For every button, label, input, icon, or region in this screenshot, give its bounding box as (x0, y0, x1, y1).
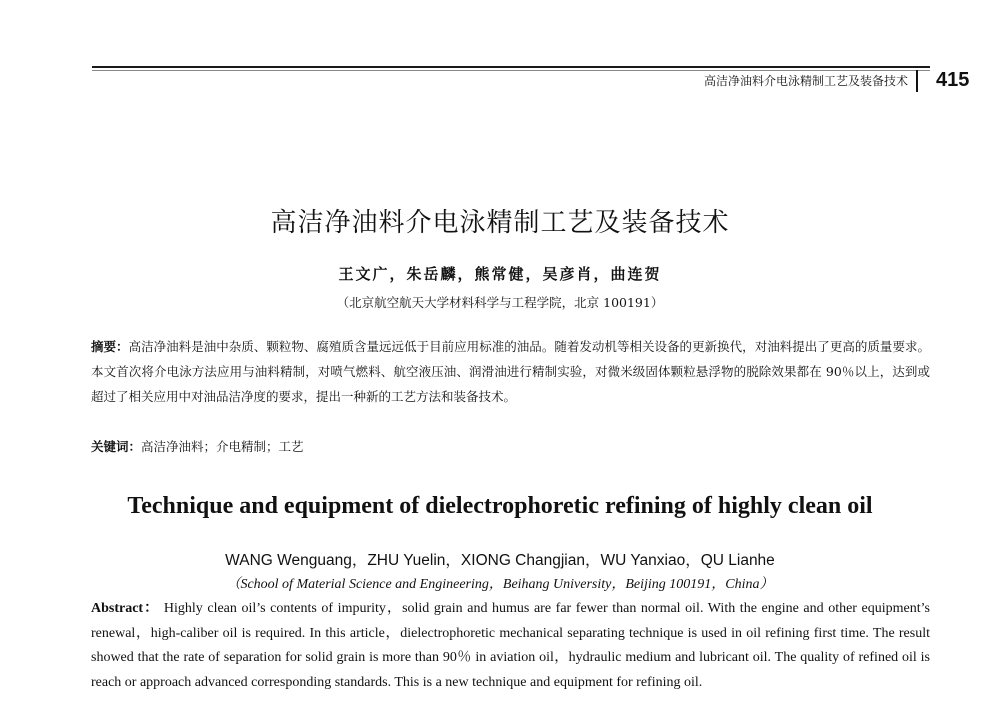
english-title: Technique and equipment of dielectrophoretic refining of highly clean oil (127, 493, 873, 519)
chinese-authors: 王文广，朱岳麟，熊常健，吴彦肖，曲连贺 (338, 265, 662, 283)
page-number: 415 (936, 69, 970, 91)
chinese-keywords-label: 关键词： (91, 439, 142, 454)
english-affiliation: （School of Material Science and Engineering，Beihang University，Beijing 100191，China） (226, 577, 774, 592)
chinese-keywords (91, 434, 930, 459)
chinese-abstract (91, 334, 930, 409)
english-abstract-text: Highly clean oil’s contents of impurity，solid grain and humus are far fewer than normal oil. With the engine and other equipment’s renewal，high-caliber oil is required. In this article，dielectrophoretic mechanical separating technique is used in oil refining first time. The result showed that the rate of separation for solid grain is more than 90％ in aviation oil，hydraulic medium and lubricant oil. The quality of refined oil is reach or approach advanced corresponding standards. This is a new technique and equipment for refining oil. (91, 601, 930, 690)
chinese-title: 高洁净油料介电泳精制工艺及装备技术 (270, 208, 730, 238)
english-authors: WANG Wenguang，ZHU Yuelin，XIONG Changjian，WU Yanxiao，QU Lianhe (225, 552, 775, 569)
running-head: 高洁净油料介电泳精制工艺及装备技术 (704, 70, 918, 92)
header-rule (92, 66, 930, 68)
english-abstract-label: Abstract： (91, 601, 160, 616)
chinese-keywords-text: 高洁净油料；介电精制；工艺 (141, 439, 304, 454)
chinese-abstract-label: 摘要： (91, 339, 129, 354)
chinese-abstract-text: 高洁净油料是油中杂质、颗粒物、腐殖质含量远远低于目前应用标准的油品。随着发动机等相关设备的更新换代，对油料提出了更高的质量要求。本文首次将介电泳方法应用与油料精制，对喷气燃料、航空液压油、润滑油进行精制实验，对微米级固体颗粒悬浮物的脱除效果都在 90％以上，达到或超过了相关应用中对油品洁净度的要求，提出一种新的工艺方法和装备技术。 (91, 339, 930, 404)
chinese-affiliation: （北京航空航天大学材料科学与工程学院，北京 100191） (336, 295, 664, 310)
english-abstract (91, 597, 930, 695)
